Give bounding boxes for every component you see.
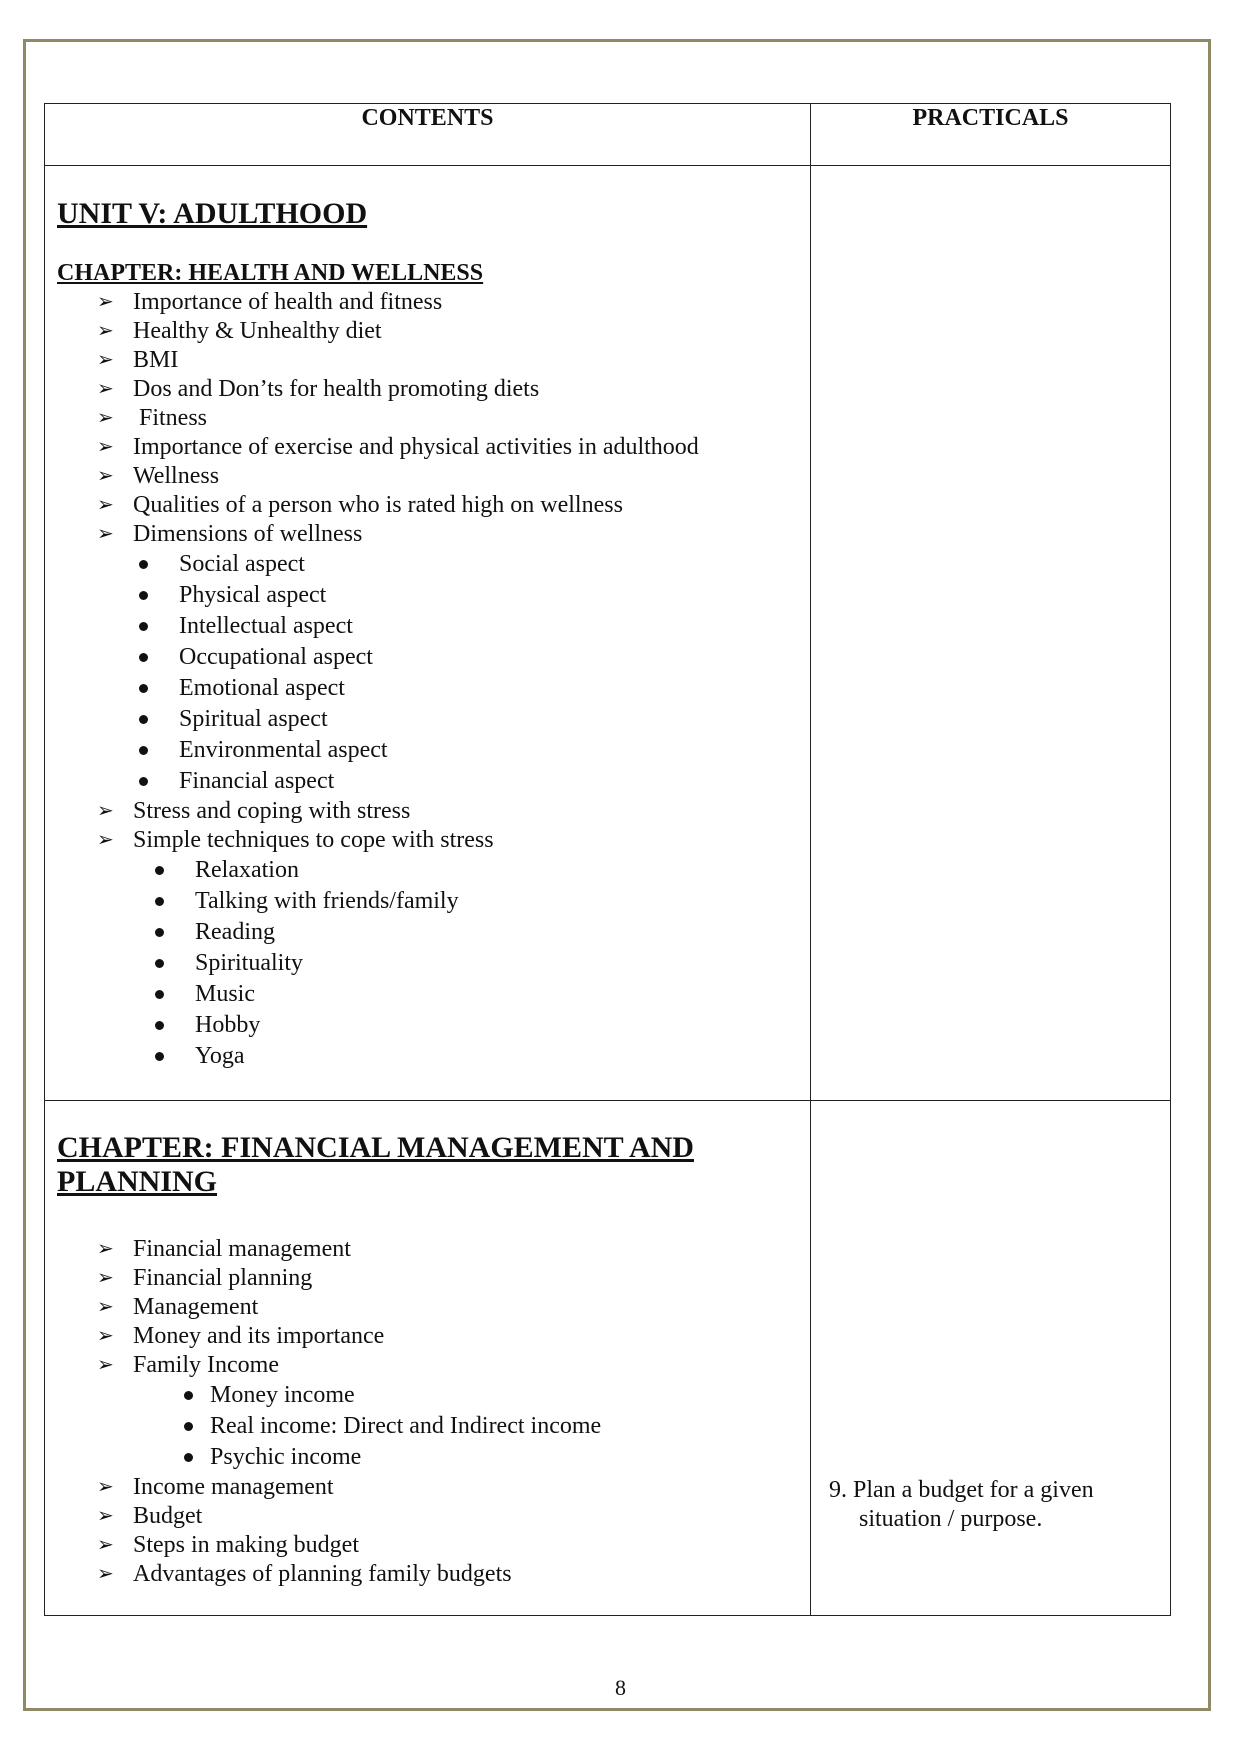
list-item: Emotional aspect	[57, 673, 810, 704]
arrow-bullet-icon: ➢	[97, 1505, 114, 1527]
syllabus-table	[44, 103, 1171, 1616]
arrow-bullet-icon: ➢	[97, 494, 114, 516]
list-item: ➢ Management	[97, 1294, 259, 1320]
arrow-bullet-icon: ➢	[97, 436, 114, 458]
arrow-bullet-icon: ➢	[97, 1296, 114, 1318]
list-item: Spiritual aspect	[57, 704, 810, 735]
list-item: Environmental aspect	[57, 735, 810, 766]
wellness-dimensions-list	[57, 549, 810, 797]
list-item: Yoga	[57, 1041, 810, 1072]
list-item: ➢ Financial management	[97, 1236, 351, 1262]
financial-topic-list	[57, 1235, 810, 1380]
arrow-bullet-icon: ➢	[97, 1476, 114, 1498]
bullet-dot-icon	[139, 777, 148, 786]
list-item: ➢ Money and its importance	[97, 1323, 385, 1349]
bullet-dot-icon	[155, 1052, 164, 1061]
list-item: ➢ BMI	[97, 347, 179, 373]
list-item: ➢ Family Income	[97, 1352, 279, 1378]
list-item: Relaxation	[57, 855, 810, 886]
list-item: Financial aspect	[57, 766, 810, 797]
list-item: ➢ Dimensions of wellness	[97, 521, 363, 547]
stress-techniques-list	[57, 855, 810, 1072]
unit-title: UNIT V: ADULTHOOD	[57, 197, 368, 230]
bullet-dot-icon	[139, 591, 148, 600]
bullet-dot-icon	[155, 959, 164, 968]
chapter-title-health: CHAPTER: HEALTH AND WELLNESS	[57, 260, 484, 286]
arrow-bullet-icon: ➢	[97, 1325, 114, 1347]
list-item: ➢ Importance of health and fitness	[97, 289, 443, 315]
list-item: ➢ Income management	[97, 1474, 334, 1500]
list-item: ➢ Importance of exercise and physical activities in adulthood	[97, 434, 699, 460]
arrow-bullet-icon: ➢	[97, 800, 114, 822]
bullet-dot-icon	[155, 897, 164, 906]
bullet-dot-icon	[139, 684, 148, 693]
list-item: ➢ Budget	[97, 1503, 203, 1529]
income-types-list	[57, 1380, 810, 1473]
practical-item: 9. Plan a budget for a given situation / purpose.	[829, 1477, 1094, 1532]
chapter-title-financial: CHAPTER: FINANCIAL MANAGEMENT AND PLANNING	[57, 1131, 694, 1198]
list-item: Social aspect	[57, 549, 810, 580]
health-topic-list	[57, 288, 810, 549]
list-item: Physical aspect	[57, 580, 810, 611]
page-number: 8	[615, 1675, 626, 1700]
bullet-dot-icon	[139, 560, 148, 569]
arrow-bullet-icon: ➢	[97, 291, 114, 313]
arrow-bullet-icon: ➢	[97, 1534, 114, 1556]
list-item: Intellectual aspect	[57, 611, 810, 642]
list-item: Hobby	[57, 1010, 810, 1041]
bullet-dot-icon	[155, 990, 164, 999]
list-item: ➢ Fitness	[97, 405, 208, 431]
arrow-bullet-icon: ➢	[97, 829, 114, 851]
budget-topic-list	[57, 1473, 810, 1589]
arrow-bullet-icon: ➢	[97, 1238, 114, 1260]
list-item: ➢ Dos and Don’ts for health promoting diets	[97, 376, 540, 402]
bullet-dot-icon	[139, 746, 148, 755]
list-item: Reading	[57, 917, 810, 948]
bullet-dot-icon	[139, 715, 148, 724]
list-item: Psychic income	[57, 1442, 810, 1473]
contents-cell-financial	[45, 1101, 811, 1616]
list-item: ➢ Wellness	[97, 463, 220, 489]
list-item: ➢ Qualities of a person who is rated high on wellness	[97, 492, 623, 518]
bullet-dot-icon	[155, 866, 164, 875]
arrow-bullet-icon: ➢	[97, 407, 114, 429]
list-item: Occupational aspect	[57, 642, 810, 673]
stress-topic-list	[57, 797, 810, 855]
arrow-bullet-icon: ➢	[97, 465, 114, 487]
bullet-dot-icon	[184, 1391, 193, 1400]
list-item: ➢ Advantages of planning family budgets	[97, 1561, 512, 1587]
bullet-dot-icon	[184, 1422, 193, 1431]
arrow-bullet-icon: ➢	[97, 1267, 114, 1289]
practicals-cell-health	[811, 166, 1171, 1101]
list-item: Spirituality	[57, 948, 810, 979]
bullet-dot-icon	[155, 928, 164, 937]
list-item: Money income	[57, 1380, 810, 1411]
list-item: Talking with friends/family	[57, 886, 810, 917]
list-item: ➢ Financial planning	[97, 1265, 313, 1291]
bullet-dot-icon	[139, 622, 148, 631]
practicals-cell-financial	[811, 1101, 1171, 1616]
bullet-dot-icon	[155, 1021, 164, 1030]
bullet-dot-icon	[139, 653, 148, 662]
arrow-bullet-icon: ➢	[97, 1354, 114, 1376]
contents-header: CONTENTS	[45, 104, 811, 166]
arrow-bullet-icon: ➢	[97, 1563, 114, 1585]
arrow-bullet-icon: ➢	[97, 378, 114, 400]
bullet-dot-icon	[184, 1453, 193, 1462]
arrow-bullet-icon: ➢	[97, 349, 114, 371]
practicals-header: PRACTICALS	[811, 104, 1171, 166]
list-item: Music	[57, 979, 810, 1010]
contents-cell-health	[45, 166, 811, 1101]
arrow-bullet-icon: ➢	[97, 523, 114, 545]
arrow-bullet-icon: ➢	[97, 320, 114, 342]
list-item: Real income: Direct and Indirect income	[57, 1411, 810, 1442]
list-item: ➢ Simple techniques to cope with stress	[97, 827, 494, 853]
list-item: ➢ Steps in making budget	[97, 1532, 359, 1558]
list-item: ➢ Stress and coping with stress	[97, 798, 411, 824]
list-item: ➢ Healthy & Unhealthy diet	[97, 318, 382, 344]
